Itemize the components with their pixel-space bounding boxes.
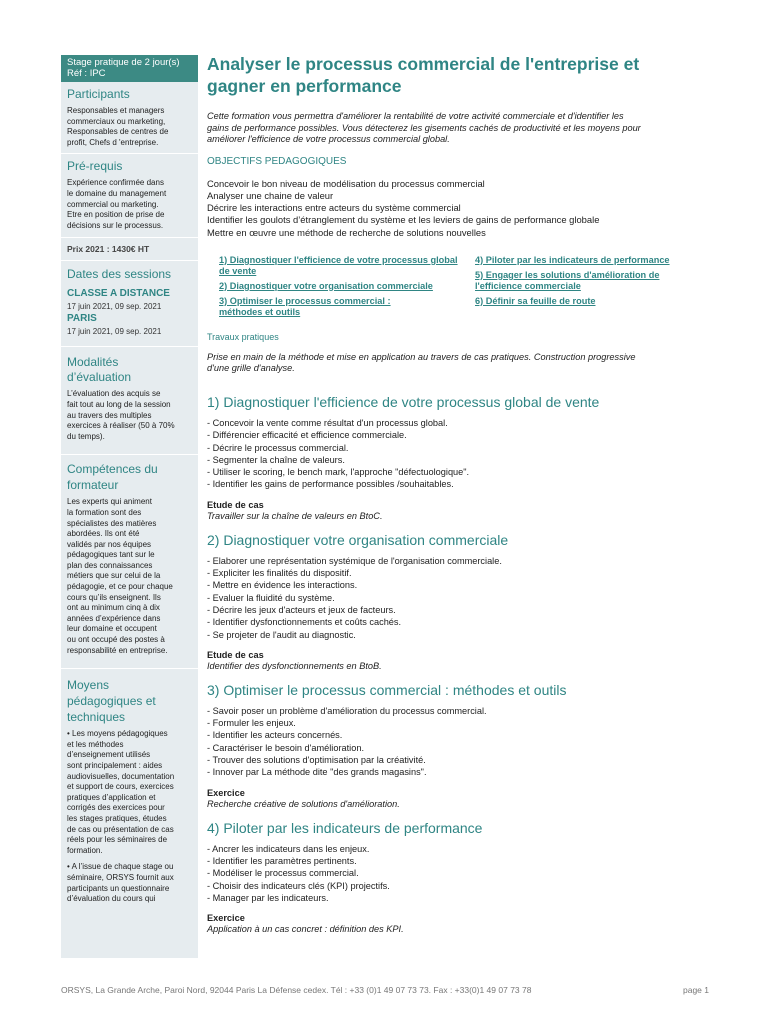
table-of-contents [207, 255, 707, 322]
list-item: Analyser une chaine de valeur [207, 189, 334, 201]
section-3 [207, 681, 707, 810]
exercise-text: Recherche créative de solutions d'amélioration. [207, 798, 400, 809]
toc-link-6[interactable]: 6) Définir sa feuille de route [475, 295, 596, 306]
list-item: - Se projeter de l'audit au diagnostic. [207, 629, 356, 640]
teaching-means-text: • Les moyens pédagogiques et les méthodes d’enseignement utilisés sont principalement : aides audiovisuelles, documentation et support de cours, exercices pratiques d’application et corrigés des exercices pour les stages pratiques, études de cas ou présentation de cas réels pour les séminaires de formation. [67, 729, 175, 855]
toc-link-3[interactable]: 3) Optimiser le processus commercial : méthodes et outils [219, 295, 391, 317]
course-reference: Réf : IPC [67, 68, 106, 79]
teaching-means-text-2: • A l’issue de chaque stage ou séminaire, ORSYS fournit aux participants un questionnaire d’évaluation du cours qui [67, 862, 174, 904]
main-content [207, 53, 707, 935]
list-item: - Caractériser le besoin d'amélioration. [207, 742, 364, 753]
list-item: - Concevoir la vente comme résultat d'un processus global. [207, 417, 448, 428]
session-paris-dates: 17 juin 2021, 09 sep. 2021 [67, 327, 162, 337]
list-item: - Segmenter la chaîne de valeurs. [207, 454, 345, 465]
list-item: - Identifier dysfonctionnements et coûts cachés. [207, 617, 402, 628]
exercise-text: Application à un cas concret : définition des KPI. [207, 924, 404, 935]
list-item: - Manager par les indicateurs. [207, 892, 329, 903]
prerequisites-text: Expérience confirmée dans le domaine du management commercial ou marketing. Etre en position de prise de décisions sur le processus. [67, 178, 167, 230]
section-bullets [207, 705, 707, 779]
list-item: - Identifier les acteurs concernés. [207, 730, 343, 741]
exercise-title: Exercice [207, 913, 245, 924]
price: Prix 2021 : 1430€ HT [67, 244, 150, 255]
list-item: Concevoir le bon niveau de modélisation du processus commercial [207, 177, 485, 189]
list-item: - Modéliser le processus commercial. [207, 868, 359, 879]
sessions-title: Dates des sessions [67, 267, 172, 282]
sidebar [61, 55, 198, 958]
list-item: - Innover par La méthode dite "des grands magasins". [207, 767, 427, 778]
exercise-title: Exercice [207, 787, 245, 798]
section-bullets [207, 417, 707, 491]
toc-right-column [475, 255, 705, 322]
toc-link-4[interactable]: 4) Piloter par les indicateurs de performance [475, 254, 670, 265]
list-item: - Trouver des solutions d'optimisation par la créativité. [207, 755, 426, 766]
section-2 [207, 531, 707, 672]
sessions-section [61, 261, 198, 336]
toc-link-2[interactable]: 2) Diagnostiquer votre organisation commerciale [219, 280, 433, 291]
objectives-title: OBJECTIFS PEDAGOGIQUES [207, 155, 347, 167]
participants-text: Responsables et managers commerciaux ou marketing, Responsables de centres de profit, Chefs d 'entreprise. [67, 106, 169, 147]
list-item: Mettre en œuvre une méthode de recherche de solutions nouvelles [207, 226, 486, 238]
course-info-header [61, 55, 198, 82]
trainer-skills-text: Les experts qui animent la formation sont des spécialistes des matières abordées. Ils ont été validés par nos équipes pédagogiques tant sur le plan des connaissances métiers que sur celui de la pédagogie, et ce pour chaque cours qu’ils enseignent. Ils ont au minimum cinq à dix années d’expérience dans leur domaine et occupent ou ont occupé des postes à responsabilité en entreprise. [67, 497, 173, 655]
course-duration: Stage pratique de 2 jour(s) [67, 57, 180, 68]
page-number: page 1 [683, 985, 709, 995]
participants-section [61, 82, 198, 148]
prerequisites-title: Pré-requis [67, 159, 123, 174]
list-item: Identifier les goulots d’étranglement du système et les leviers de gains de performance globale [207, 214, 600, 226]
section-title: 3) Optimiser le processus commercial : méthodes et outils [207, 681, 567, 698]
list-item: - Elaborer une représentation systémique de l'organisation commerciale. [207, 555, 502, 566]
section-title: 2) Diagnostiquer votre organisation commerciale [207, 531, 509, 548]
session-remote-label[interactable]: CLASSE A DISTANCE [67, 288, 170, 300]
list-item: - Identifier les gains de performance possibles /souhaitables. [207, 479, 454, 490]
participants-title: Participants [67, 87, 130, 101]
footer [61, 985, 709, 995]
practical-work-text: Prise en main de la méthode et mise en application au travers de cas pratiques. Construction progressive d'une grille d'analyse. [207, 351, 636, 374]
case-study-title: Etude de cas [207, 649, 264, 660]
list-item: - Expliciter les finalités du dispositif. [207, 568, 352, 579]
toc-link-5[interactable]: 5) Engager les solutions d'amélioration de l'efficience commerciale [475, 269, 660, 291]
list-item: - Décrire les jeux d'acteurs et jeux de facteurs. [207, 604, 396, 615]
list-item: - Ancrer les indicateurs dans les enjeux. [207, 843, 370, 854]
evaluation-section [61, 347, 198, 442]
list-item: - Evaluer la fluidité du système. [207, 592, 335, 603]
list-item: Décrire les interactions entre acteurs du système commercial [207, 202, 461, 214]
teaching-means-section [61, 669, 198, 905]
case-study-text: Identifier des dysfonctionnements en BtoB. [207, 660, 382, 671]
evaluation-text: L’évaluation des acquis se fait tout au long de la session au travers des multiples exercices à réaliser (50 à 70% du temps). [67, 389, 175, 441]
case-study-text: Travailler sur la chaîne de valeurs en BtoC. [207, 510, 383, 521]
section-bullets [207, 843, 707, 904]
evaluation-title: Modalités d’évaluation [67, 355, 132, 385]
intro-paragraph: Cette formation vous permettra d'améliorer la rentabilité de votre activité commerciale et d'identifier les gains de performance possibles. Vous détecterez les gisements cachés de productivité et les moyens pour améliorer l'efficience de votre processus commercial global. [207, 111, 641, 145]
section-1 [207, 393, 707, 522]
list-item: - Utiliser le scoring, le bench mark, l'approche "défectuologique". [207, 467, 470, 478]
list-item: - Choisir des indicateurs clés (KPI) projectifs. [207, 880, 390, 891]
list-item: - Différencier efficacité et efficience commerciale. [207, 430, 407, 441]
case-study-title: Etude de cas [207, 499, 264, 510]
trainer-skills-title: Compétences du formateur [67, 462, 158, 493]
objectives-list [207, 178, 707, 239]
list-item: - Savoir poser un problème d'amélioration du processus commercial. [207, 705, 487, 716]
footer-address: ORSYS, La Grande Arche, Paroi Nord, 92044 Paris La Défense cedex. Tél : +33 (0)1 49 07 73 73. Fax : +33(0)1 49 07 73 78 [61, 985, 532, 995]
section-title: 4) Piloter par les indicateurs de performance [207, 819, 483, 836]
section-4 [207, 819, 707, 935]
session-paris-label[interactable]: PARIS [67, 313, 97, 325]
list-item: - Identifier les paramètres pertinents. [207, 855, 357, 866]
session-remote-dates: 17 juin 2021, 09 sep. 2021 [67, 302, 162, 312]
toc-link-1[interactable]: 1) Diagnostiquer l'efficience de votre processus global de vente [219, 254, 458, 276]
list-item: - Formuler les enjeux. [207, 718, 296, 729]
section-title: 1) Diagnostiquer l'efficience de votre processus global de vente [207, 393, 600, 410]
prerequisites-section [61, 154, 198, 231]
list-item: - Décrire le processus commercial. [207, 442, 349, 453]
trainer-skills-section [61, 455, 198, 656]
practical-work-title: Travaux pratiques [207, 331, 279, 342]
teaching-means-title: Moyens pédagogiques et techniques [67, 678, 156, 725]
page-title: Analyser le processus commercial de l'entreprise et gagner en performance [207, 54, 640, 96]
list-item: - Mettre en évidence les interactions. [207, 580, 358, 591]
section-bullets [207, 555, 707, 641]
toc-left-column [219, 255, 475, 322]
